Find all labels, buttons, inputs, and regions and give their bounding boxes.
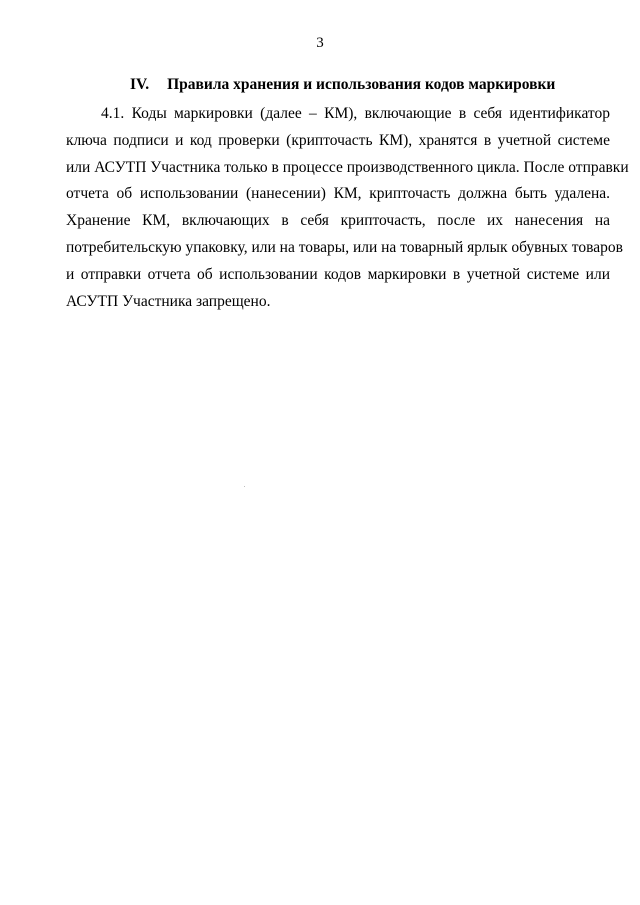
- paragraph-line: отчета об использовании (нанесении) КМ, крипточасть должна быть удалена.: [66, 185, 610, 203]
- paragraph-line: АСУТП Участника запрещено.: [66, 292, 271, 310]
- section-heading: [130, 76, 555, 94]
- paragraph-line: или АСУТП Участника только в процессе производственного цикла. После отправки: [66, 158, 629, 176]
- page-number: 3: [316, 35, 324, 51]
- paragraph-line: 4.1. Коды маркировки (далее – КМ), включающие в себя идентификатор: [101, 105, 610, 122]
- paragraph-4-1: [66, 101, 629, 315]
- paragraph-line: Хранение КМ, включающих в себя крипточасть, после их нанесения на: [66, 212, 610, 230]
- scan-speck: [244, 486, 245, 487]
- section-title: Правила хранения и использования кодов маркировки: [167, 76, 556, 93]
- paragraph-line: потребительскую упаковку, или на товары, или на товарный ярлык обувных товаров: [66, 238, 623, 256]
- paragraph-line: ключа подписи и код проверки (крипточасть КМ), хранятся в учетной системе: [66, 131, 610, 149]
- section-number: IV.: [130, 76, 150, 93]
- paragraph-line: и отправки отчета об использовании кодов маркировки в учетной системе или: [66, 265, 610, 283]
